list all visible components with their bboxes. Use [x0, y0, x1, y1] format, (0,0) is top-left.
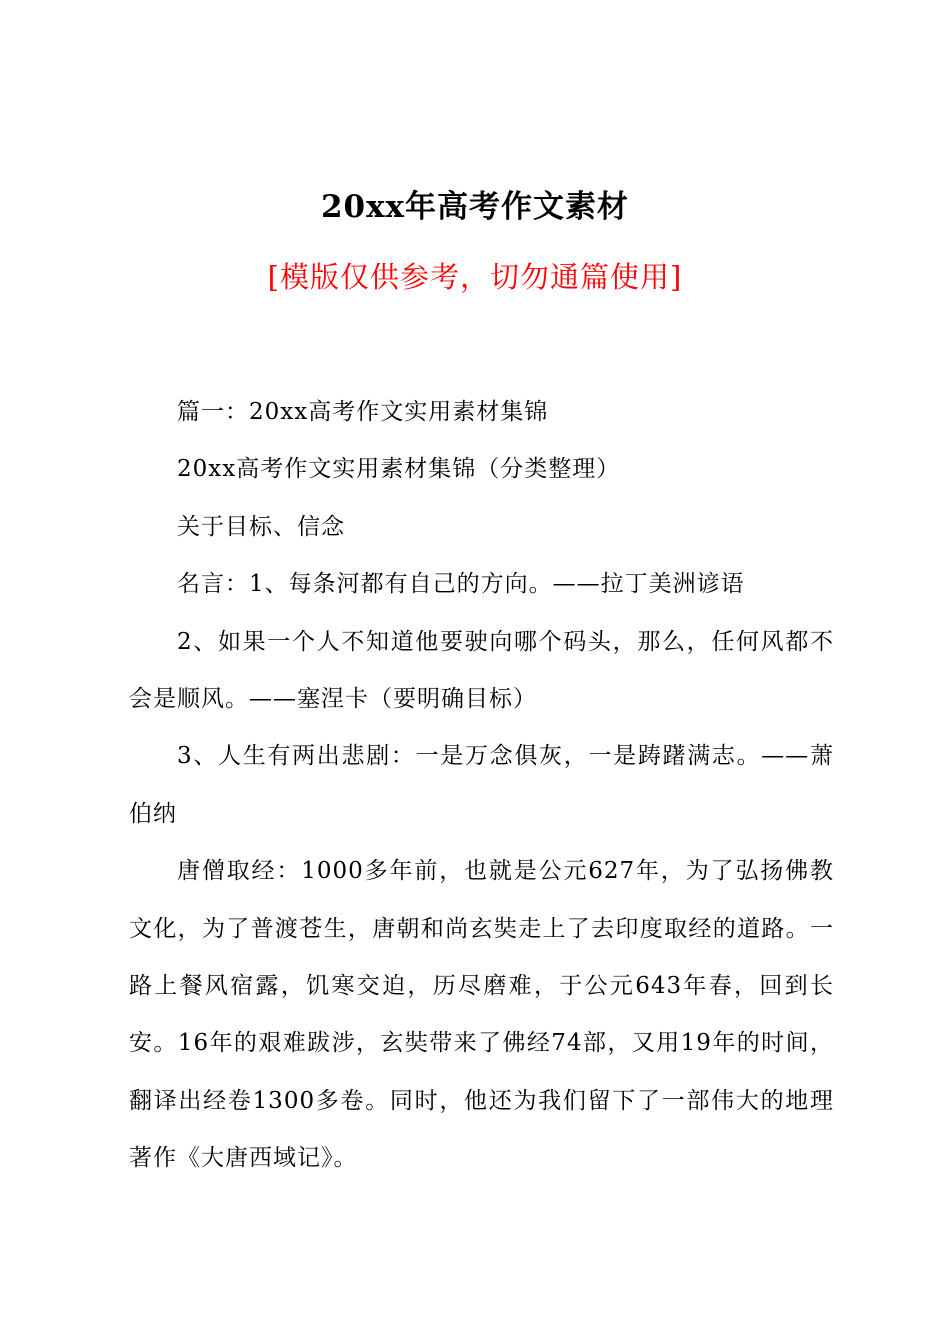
quote-paragraph: 2、如果一个人不知道他要驶向哪个码头，那么，任何风都不会是顺风。——塞涅卡（要明确目标）: [129, 628, 834, 713]
section-heading: 篇一：20xx高考作文实用素材集锦: [177, 399, 549, 425]
template-notice: [模版仅供参考，切勿通篇使用]: [267, 260, 683, 294]
quote-paragraph: 名言：1、每条河都有自己的方向。——拉丁美洲谚语: [177, 571, 745, 598]
quote-paragraph: 3、人生有两出悲剧：一是万念俱灰，一是踌躇满志。——萧伯纳: [129, 743, 834, 827]
document-body: [129, 384, 834, 1188]
collection-subtitle: 20xx高考作文实用素材集锦（分类整理）: [177, 456, 621, 483]
topic-heading: 关于目标、信念: [177, 513, 345, 540]
story-paragraph: 唐僧取经：1000多年前，也就是公元627年，为了弘扬佛教文化，为了普渡苍生，唐朝和尚玄奘走上了去印度取经的道路。一路上餐风宿露，饥寒交迫，历尽磨难，于公元643年春，回到长安。16年的艰难跋涉，玄奘带来了佛经74部，又用19年的时间，翻译出经卷1300多卷。同时，他还为我们留下了一部伟大的地理著作《大唐西域记》。: [129, 858, 834, 1172]
document-title: 20xx年高考作文素材: [320, 189, 630, 225]
